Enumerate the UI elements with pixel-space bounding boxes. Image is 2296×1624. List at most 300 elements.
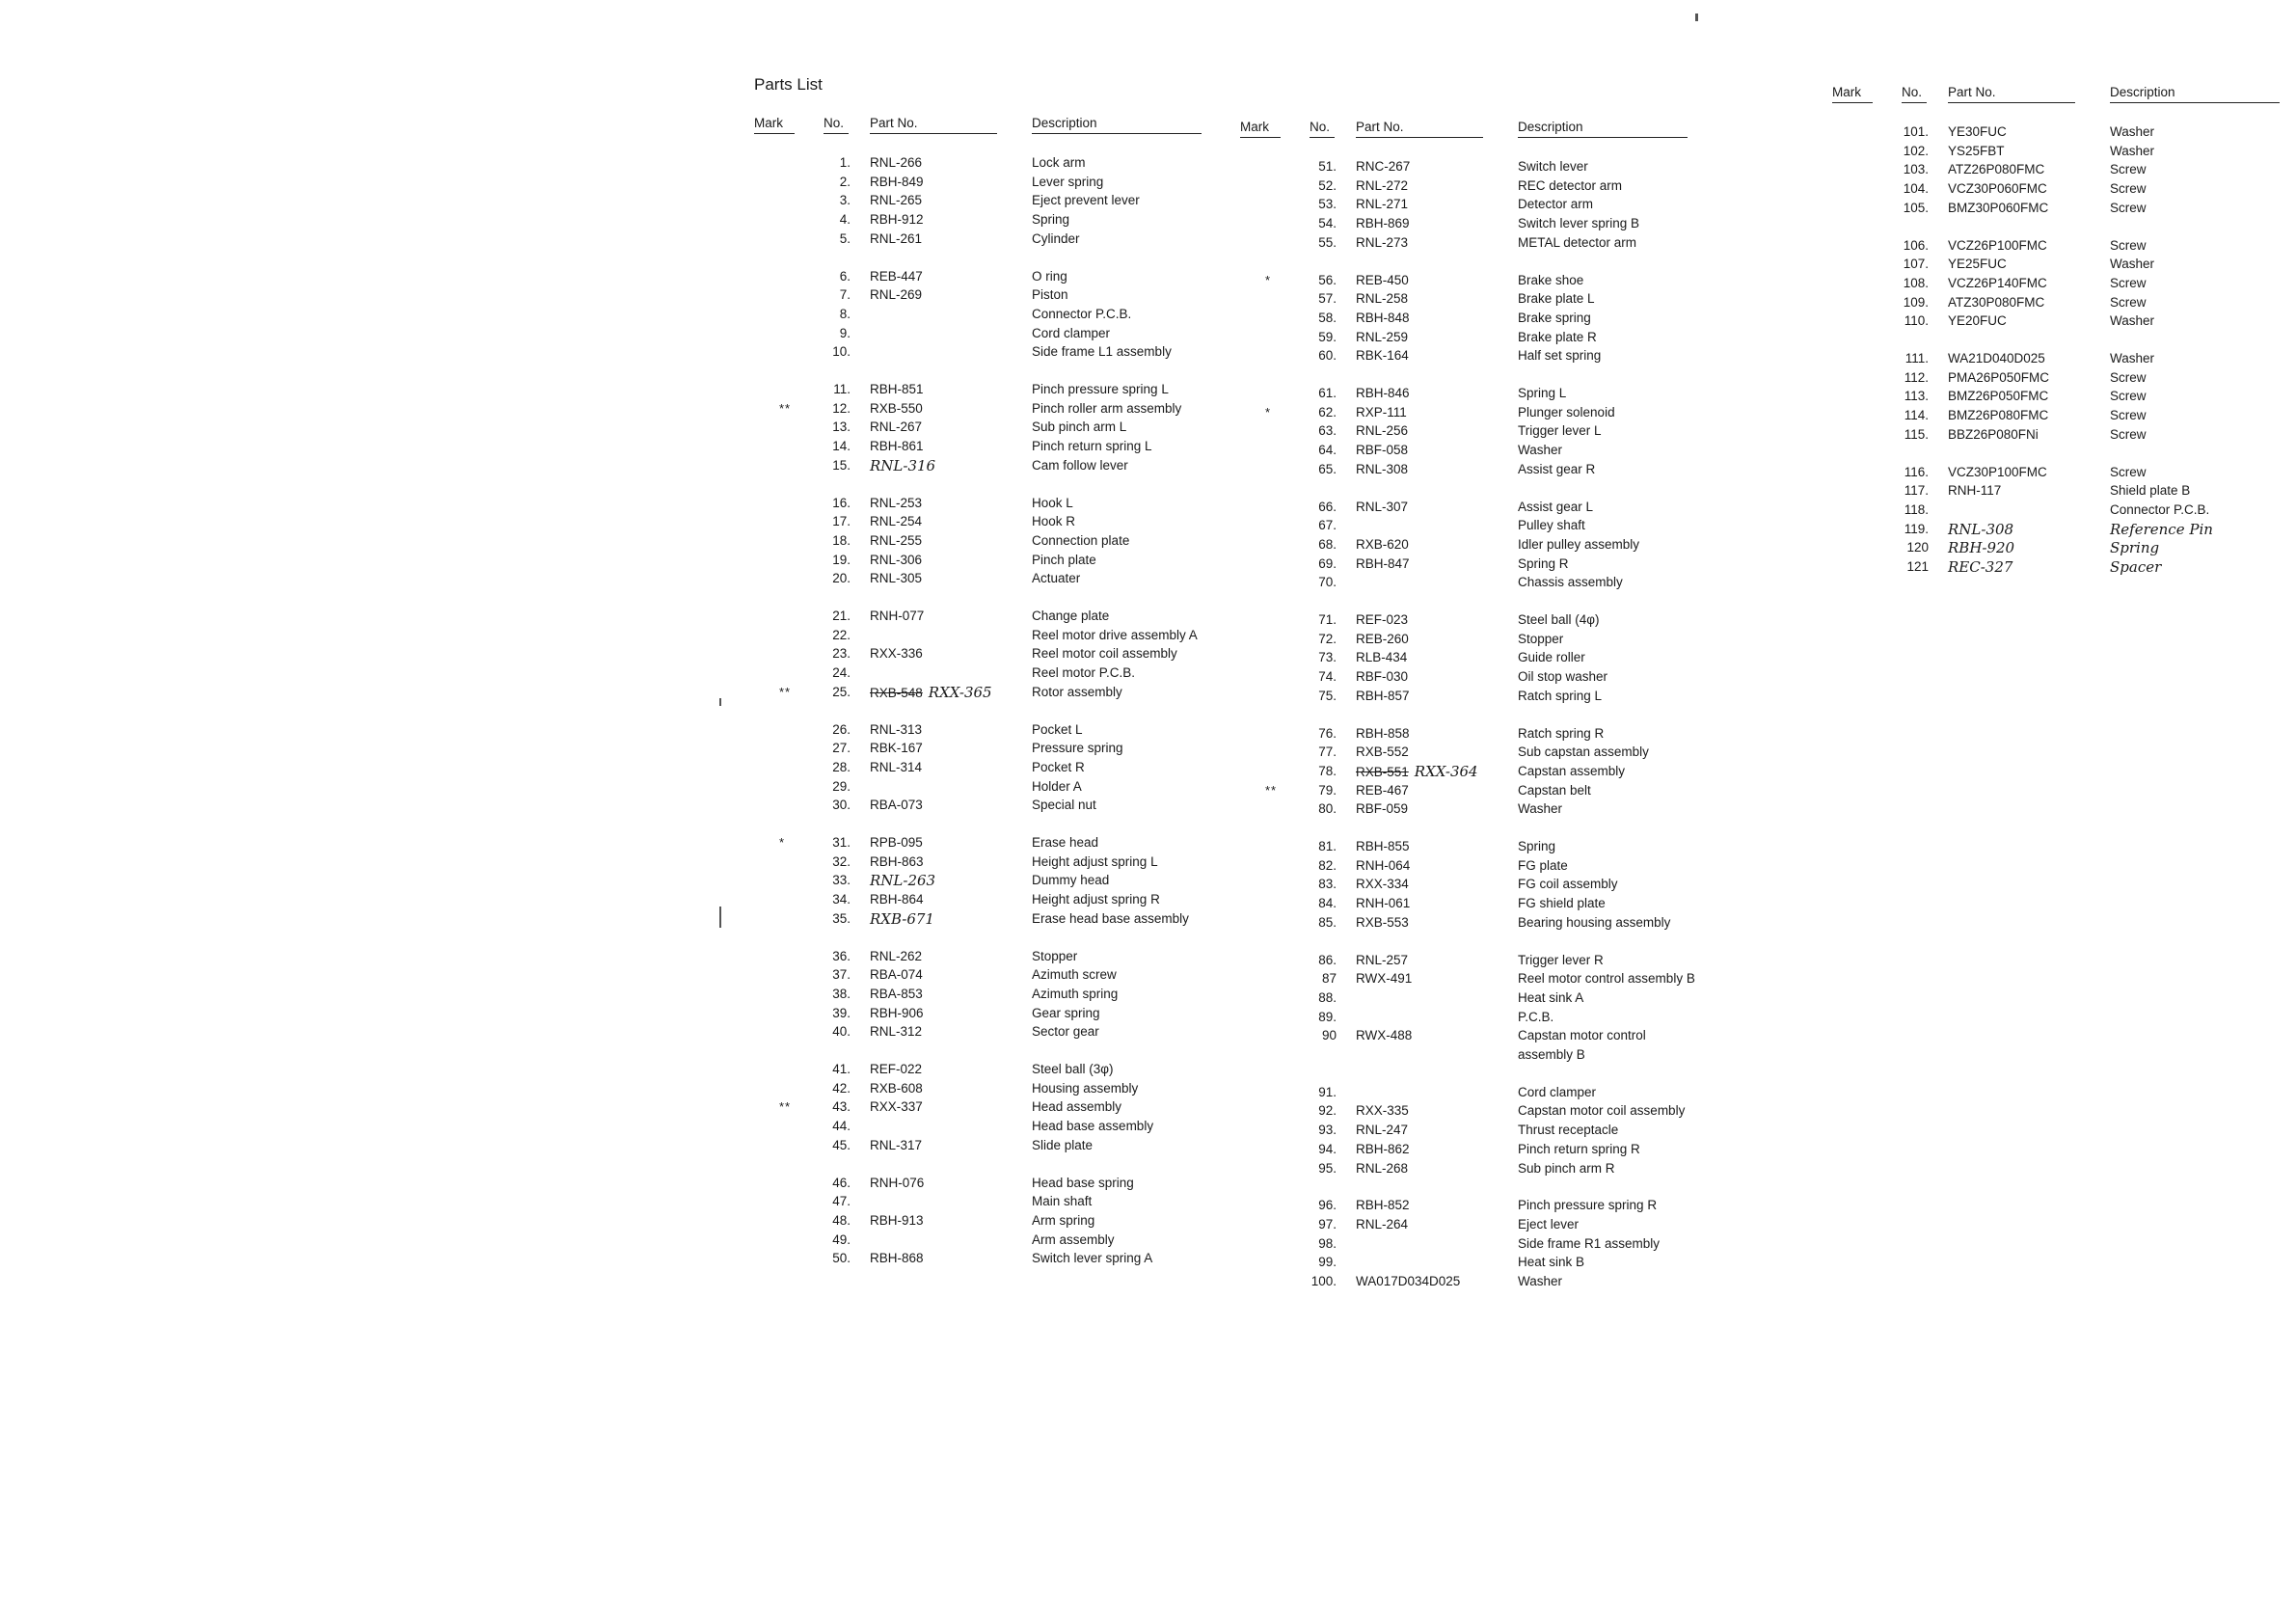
parts-row xyxy=(1832,200,2296,217)
row-part-no: RLB-434 xyxy=(1356,650,1408,665)
row-number: 71. xyxy=(1318,612,1337,627)
row-description: assembly B xyxy=(1518,1047,1585,1062)
parts-row xyxy=(1240,1254,1780,1271)
parts-row xyxy=(1832,294,2296,311)
row-number: 8. xyxy=(839,306,851,321)
row-description: Stopper xyxy=(1032,948,1078,963)
row-description: METAL detector arm xyxy=(1518,234,1637,250)
row-description: Spring R xyxy=(1518,555,1569,571)
row-number: 75. xyxy=(1318,688,1337,703)
row-part-no: RXB-620 xyxy=(1356,536,1409,552)
row-part-no: RNL-317 xyxy=(870,1137,923,1152)
header-part-no: Part No. xyxy=(870,116,997,134)
row-description: FG coil assembly xyxy=(1518,877,1618,892)
row-description: Cord clamper xyxy=(1032,325,1111,340)
row-number: 57. xyxy=(1318,291,1337,307)
row-description: Eject lever xyxy=(1518,1216,1580,1232)
row-part-no: REF-023 xyxy=(1356,612,1409,627)
row-part-no: RXX-336 xyxy=(870,646,923,662)
row-description: FG shield plate xyxy=(1518,896,1606,911)
row-description: Switch lever spring B xyxy=(1518,216,1640,231)
row-description: Capstan motor coil assembly xyxy=(1518,1103,1686,1119)
row-number: 58. xyxy=(1318,310,1337,325)
row-number: 73. xyxy=(1318,650,1337,665)
row-description: Height adjust spring R xyxy=(1032,892,1160,907)
parts-row xyxy=(754,570,1294,587)
row-part-no: WA21D040D025 xyxy=(1948,351,2045,365)
row-number: 103. xyxy=(1903,162,1929,177)
row-description: P.C.B. xyxy=(1518,1009,1554,1024)
row-description: Washer xyxy=(2110,313,2155,329)
row-number: 90 xyxy=(1321,1028,1337,1043)
row-description: Bearing housing assembly xyxy=(1518,914,1671,930)
parts-row xyxy=(1240,725,1780,743)
row-description: Pinch roller arm assembly xyxy=(1032,400,1182,416)
row-part-no: RBA-073 xyxy=(870,798,923,813)
parts-row xyxy=(1240,895,1780,912)
row-description: Screw xyxy=(2110,294,2147,310)
parts-row xyxy=(1240,1160,1780,1177)
parts-row xyxy=(1832,237,2296,255)
row-number: 1. xyxy=(839,155,851,170)
row-part-no: RXX-337 xyxy=(870,1099,923,1115)
parts-row xyxy=(754,306,1294,323)
row-number: 33. xyxy=(832,873,851,888)
row-number: 55. xyxy=(1318,234,1337,250)
row-number: 107. xyxy=(1903,257,1929,272)
row-part-no: RNL-271 xyxy=(1356,197,1409,212)
parts-row xyxy=(754,457,1294,474)
row-number: 83. xyxy=(1318,877,1337,892)
row-description: Hook L xyxy=(1032,495,1073,510)
row-number: 72. xyxy=(1318,631,1337,646)
parts-row xyxy=(1832,482,2296,500)
row-part-no: RBH-858 xyxy=(1356,725,1410,741)
row-part-no: RXX-335 xyxy=(1356,1103,1409,1119)
row-description: Spring L xyxy=(1518,386,1567,400)
row-description: Trigger lever R xyxy=(1518,952,1604,967)
row-part-no: RBH-864 xyxy=(870,892,924,907)
row-part-no: YE30FUC xyxy=(1948,124,2007,139)
row-part-no: RPB-095 xyxy=(870,835,923,850)
row-part-no: RNL-308 xyxy=(1356,461,1409,476)
row-description: Pinch return spring L xyxy=(1032,439,1152,454)
row-number: 53. xyxy=(1318,197,1337,212)
row-number: 119. xyxy=(1904,521,1929,536)
row-description: Washer xyxy=(2110,351,2155,365)
row-description: Spring xyxy=(1032,212,1070,228)
parts-row xyxy=(1240,1235,1780,1253)
row-part-no: RNL-268 xyxy=(1356,1160,1409,1176)
row-description: Brake plate L xyxy=(1518,291,1595,307)
row-number: 54. xyxy=(1318,216,1337,231)
row-description: Pinch return spring R xyxy=(1518,1141,1640,1156)
row-number: 115. xyxy=(1904,426,1929,442)
row-part-no: RBK-164 xyxy=(1356,348,1409,364)
row-number: 11. xyxy=(833,382,851,396)
row-description: Arm assembly xyxy=(1032,1232,1115,1247)
row-number: 61. xyxy=(1318,386,1337,400)
row-number: 97. xyxy=(1318,1216,1337,1232)
row-part-no: REB-450 xyxy=(1356,272,1409,287)
row-description: Dummy head xyxy=(1032,873,1110,888)
row-part-no: RNL-316 xyxy=(870,456,936,474)
row-description: Screw xyxy=(2110,275,2147,290)
parts-row xyxy=(754,1023,1294,1041)
row-number: 3. xyxy=(839,193,851,208)
row-part-no: RNL-272 xyxy=(1356,177,1409,193)
row-number: 44. xyxy=(832,1119,851,1134)
parts-row xyxy=(1240,234,1780,252)
row-number: 60. xyxy=(1318,348,1337,364)
parts-row xyxy=(754,343,1294,361)
row-number: 20. xyxy=(832,571,851,586)
parts-row xyxy=(754,438,1294,455)
row-mark: ** xyxy=(1265,782,1278,798)
row-part-no: RNL-312 xyxy=(870,1024,923,1040)
row-part-no: BMZ30P060FMC xyxy=(1948,200,2049,215)
parts-row xyxy=(754,268,1294,285)
row-number: 68. xyxy=(1318,536,1337,552)
row-number: 40. xyxy=(832,1024,851,1040)
row-number: 18. xyxy=(832,532,851,548)
row-part-no: RBH-847 xyxy=(1356,555,1410,571)
parts-row xyxy=(754,1175,1294,1192)
row-number: 99. xyxy=(1318,1255,1337,1270)
row-number: 16. xyxy=(832,495,851,510)
row-description: Head assembly xyxy=(1032,1099,1122,1115)
parts-row xyxy=(754,1137,1294,1154)
row-number: 29. xyxy=(832,778,851,794)
parts-row xyxy=(1832,464,2296,481)
parts-row xyxy=(1832,275,2296,292)
row-number: 70. xyxy=(1318,575,1337,590)
scan-mark xyxy=(1695,14,1698,21)
parts-row xyxy=(754,627,1294,644)
row-description: Arm spring xyxy=(1032,1212,1095,1228)
row-description: REC detector arm xyxy=(1518,177,1623,193)
row-part-no: RXB-553 xyxy=(1356,914,1409,930)
row-description: Screw xyxy=(2110,369,2147,385)
parts-row xyxy=(754,834,1294,852)
row-description: Rotor assembly xyxy=(1032,684,1122,699)
parts-row xyxy=(1240,914,1780,932)
row-number: 39. xyxy=(832,1005,851,1020)
row-description: Actuater xyxy=(1032,571,1081,586)
row-part-no: RNH-061 xyxy=(1356,896,1411,911)
row-description: Hook R xyxy=(1032,514,1076,529)
row-number: 116. xyxy=(1904,464,1929,479)
column-header xyxy=(1240,120,1742,141)
row-number: 28. xyxy=(832,759,851,774)
row-number: 101. xyxy=(1903,124,1929,139)
parts-row xyxy=(754,608,1294,625)
row-number: 85. xyxy=(1318,914,1337,930)
row-part-no: RBH-851 xyxy=(870,382,924,396)
row-part-no: RNL-265 xyxy=(870,193,923,208)
row-part-no: RBH-913 xyxy=(870,1212,924,1228)
row-description: Brake spring xyxy=(1518,310,1591,325)
parts-row xyxy=(1240,574,1780,591)
row-part-no: RBH-920 xyxy=(1948,539,2015,557)
parts-row xyxy=(1832,350,2296,367)
parts-row xyxy=(1240,555,1780,573)
parts-row xyxy=(1240,611,1780,629)
row-part-no: RBA-853 xyxy=(870,986,923,1001)
row-part-no: RBH-855 xyxy=(1356,839,1410,853)
row-part-no: RNL-267 xyxy=(870,420,923,435)
row-part-no: RXB-608 xyxy=(870,1080,923,1096)
parts-row xyxy=(1240,838,1780,855)
parts-row xyxy=(1832,256,2296,273)
row-number: 108. xyxy=(1903,275,1929,290)
row-part-no: RBF-030 xyxy=(1356,669,1409,685)
row-description: Sub pinch arm R xyxy=(1518,1160,1615,1176)
row-part-no: WA017D034D025 xyxy=(1356,1274,1461,1288)
row-description: Cord clamper xyxy=(1518,1084,1597,1099)
parts-row xyxy=(1240,196,1780,213)
row-description: Piston xyxy=(1032,287,1068,303)
row-description: Heat sink B xyxy=(1518,1255,1585,1270)
parts-row xyxy=(754,684,1294,701)
row-description: Sub capstan assembly xyxy=(1518,744,1649,760)
row-part-no: ATZ26P080FMC xyxy=(1948,162,2045,177)
row-part-no: RNL-262 xyxy=(870,948,923,963)
row-number: 77. xyxy=(1318,744,1337,760)
parts-row xyxy=(1832,369,2296,387)
parts-row xyxy=(754,211,1294,229)
parts-row xyxy=(1832,521,2296,538)
row-description: Reel motor drive assembly A xyxy=(1032,627,1198,642)
row-number: 56. xyxy=(1318,272,1337,287)
row-part-no: REC-327 xyxy=(1948,558,2013,576)
parts-row xyxy=(1240,404,1780,421)
row-description: Connection plate xyxy=(1032,532,1130,548)
row-part-no: YS25FBT xyxy=(1948,143,2005,158)
row-description: Steel ball (3φ) xyxy=(1032,1062,1114,1076)
parts-row xyxy=(1832,501,2296,519)
row-number: 65. xyxy=(1318,461,1337,476)
row-number: 41. xyxy=(832,1062,851,1076)
parts-row xyxy=(754,1232,1294,1249)
parts-column-3 xyxy=(1832,85,2296,576)
parts-row xyxy=(1832,180,2296,198)
row-description: Assist gear R xyxy=(1518,461,1596,476)
row-part-no: YE25FUC xyxy=(1948,257,2007,272)
row-number: 24. xyxy=(832,665,851,681)
parts-row xyxy=(754,552,1294,569)
row-number: 93. xyxy=(1318,1123,1337,1138)
parts-row xyxy=(754,286,1294,304)
row-description: Pulley shaft xyxy=(1518,518,1585,533)
parts-row xyxy=(1240,310,1780,327)
row-description: Reel motor P.C.B. xyxy=(1032,665,1136,681)
row-number: 82. xyxy=(1318,857,1337,873)
row-number: 69. xyxy=(1318,555,1337,571)
row-description: Lock arm xyxy=(1032,155,1086,170)
row-description: FG plate xyxy=(1518,857,1568,873)
parts-row xyxy=(1240,385,1780,402)
parts-row xyxy=(754,1212,1294,1230)
parts-row xyxy=(754,721,1294,739)
parts-row xyxy=(1240,290,1780,308)
parts-row xyxy=(1240,422,1780,440)
row-description: Brake plate R xyxy=(1518,329,1597,344)
header-part-no: Part No. xyxy=(1356,120,1483,138)
parts-row xyxy=(1240,876,1780,893)
row-number: 19. xyxy=(832,552,851,567)
row-description: Pocket L xyxy=(1032,721,1083,737)
parts-row xyxy=(754,966,1294,984)
parts-row xyxy=(1240,1197,1780,1214)
row-number: 26. xyxy=(832,721,851,737)
row-description: Capstan motor control xyxy=(1518,1028,1646,1043)
row-part-no: RNL-257 xyxy=(1356,952,1409,967)
parts-row xyxy=(1832,558,2296,576)
row-description: Idler pulley assembly xyxy=(1518,536,1640,552)
row-description: Steel ball (4φ) xyxy=(1518,612,1600,627)
row-part-no: RBH-863 xyxy=(870,853,924,869)
row-number: 118. xyxy=(1904,501,1929,517)
row-description: Eject prevent lever xyxy=(1032,193,1140,208)
parts-row xyxy=(1240,631,1780,648)
column-header xyxy=(1832,85,2296,106)
row-description: Washer xyxy=(2110,124,2155,139)
row-description: Cylinder xyxy=(1032,230,1080,246)
row-number: 110. xyxy=(1904,313,1929,329)
row-description: Spring xyxy=(1518,839,1556,853)
parts-row xyxy=(754,1061,1294,1078)
row-description: Special nut xyxy=(1032,798,1096,813)
row-number: 88. xyxy=(1318,989,1337,1005)
parts-row xyxy=(754,174,1294,191)
row-mark: ** xyxy=(779,1099,792,1115)
row-number: 45. xyxy=(832,1137,851,1152)
parts-row xyxy=(1240,1122,1780,1139)
row-part-no: REF-022 xyxy=(870,1062,923,1076)
row-mark: ** xyxy=(779,400,792,416)
row-part-no: RNL-255 xyxy=(870,532,923,548)
row-number: 22. xyxy=(832,627,851,642)
row-description: Lever spring xyxy=(1032,174,1104,189)
parts-column-1 xyxy=(754,116,1256,1266)
parts-row xyxy=(1240,800,1780,818)
row-part-no: RNL-313 xyxy=(870,721,923,737)
row-part-no: YE20FUC xyxy=(1948,313,2007,329)
header-no: No. xyxy=(824,116,849,134)
row-description: Erase head xyxy=(1032,835,1099,850)
row-description: Spring xyxy=(2110,539,2160,557)
parts-row xyxy=(1240,272,1780,289)
row-number: 62. xyxy=(1318,404,1337,420)
row-description: Screw xyxy=(2110,426,2147,442)
row-description: Screw xyxy=(2110,389,2147,404)
row-number: 59. xyxy=(1318,329,1337,344)
parts-row xyxy=(1832,539,2296,556)
handwritten-part-no: RXX-365 xyxy=(928,683,992,701)
row-number: 74. xyxy=(1318,669,1337,685)
row-part-no: RNH-077 xyxy=(870,609,925,623)
parts-row xyxy=(1240,668,1780,686)
parts-row xyxy=(754,891,1294,908)
parts-row xyxy=(1240,1084,1780,1101)
row-number: 4. xyxy=(839,212,851,228)
parts-row xyxy=(754,154,1294,172)
row-number: 35. xyxy=(832,910,851,926)
row-description: Screw xyxy=(2110,464,2147,479)
row-number: 120 xyxy=(1906,540,1929,555)
row-number: 6. xyxy=(839,268,851,284)
parts-row xyxy=(1832,161,2296,178)
row-number: 34. xyxy=(832,892,851,907)
row-part-no: RXB-671 xyxy=(870,909,934,928)
row-part-no: RBH-848 xyxy=(1356,310,1410,325)
row-description: Heat sink A xyxy=(1518,989,1584,1005)
struck-part-no: RXB-551 xyxy=(1356,764,1409,779)
parts-row xyxy=(1240,970,1780,988)
row-number: 111. xyxy=(1904,351,1929,365)
parts-row xyxy=(754,910,1294,928)
row-description: Housing assembly xyxy=(1032,1080,1139,1096)
row-number: 96. xyxy=(1318,1198,1337,1213)
parts-row xyxy=(1832,143,2296,160)
parts-row xyxy=(1240,536,1780,554)
row-number: 12. xyxy=(832,400,851,416)
row-description: Connector P.C.B. xyxy=(1032,306,1132,321)
row-description: O ring xyxy=(1032,268,1067,284)
row-description: Shield plate B xyxy=(2110,483,2191,499)
parts-row xyxy=(1240,688,1780,705)
row-description: Oil stop washer xyxy=(1518,669,1608,685)
parts-row xyxy=(1240,442,1780,459)
row-number: 47. xyxy=(832,1194,851,1209)
row-part-no: RWX-488 xyxy=(1356,1028,1413,1043)
parts-row xyxy=(754,1193,1294,1210)
row-part-no: REB-467 xyxy=(1356,782,1409,798)
row-description: Pinch plate xyxy=(1032,552,1096,567)
row-description: Reel motor control assembly B xyxy=(1518,971,1695,987)
parts-column-2 xyxy=(1240,120,1742,1288)
row-number: 5. xyxy=(839,230,851,246)
row-part-no xyxy=(1356,763,1478,781)
row-part-no: RBH-852 xyxy=(1356,1198,1410,1213)
row-number: 95. xyxy=(1318,1160,1337,1176)
struck-part-no: RXB-548 xyxy=(870,685,923,700)
row-number: 51. xyxy=(1318,159,1337,174)
row-number: 80. xyxy=(1318,801,1337,817)
row-number: 27. xyxy=(832,741,851,756)
row-part-no: RNL-305 xyxy=(870,571,923,586)
row-description: Side frame L1 assembly xyxy=(1032,344,1172,360)
row-number: 66. xyxy=(1318,499,1337,514)
row-description: Head base spring xyxy=(1032,1175,1134,1190)
row-part-no: REB-260 xyxy=(1356,631,1409,646)
row-description: Pocket R xyxy=(1032,759,1085,774)
row-number: 113. xyxy=(1904,389,1929,404)
row-number: 89. xyxy=(1318,1009,1337,1024)
row-number: 76. xyxy=(1318,725,1337,741)
page-title: Parts List xyxy=(754,75,823,94)
row-number: 92. xyxy=(1318,1103,1337,1119)
row-description: Head base assembly xyxy=(1032,1119,1154,1134)
row-number: 7. xyxy=(839,287,851,303)
row-number: 102. xyxy=(1903,143,1929,158)
row-part-no: RBH-861 xyxy=(870,439,924,454)
row-part-no: RNL-259 xyxy=(1356,329,1409,344)
row-description: Half set spring xyxy=(1518,348,1602,364)
row-part-no: RNL-307 xyxy=(1356,499,1409,514)
parts-row xyxy=(1240,649,1780,666)
